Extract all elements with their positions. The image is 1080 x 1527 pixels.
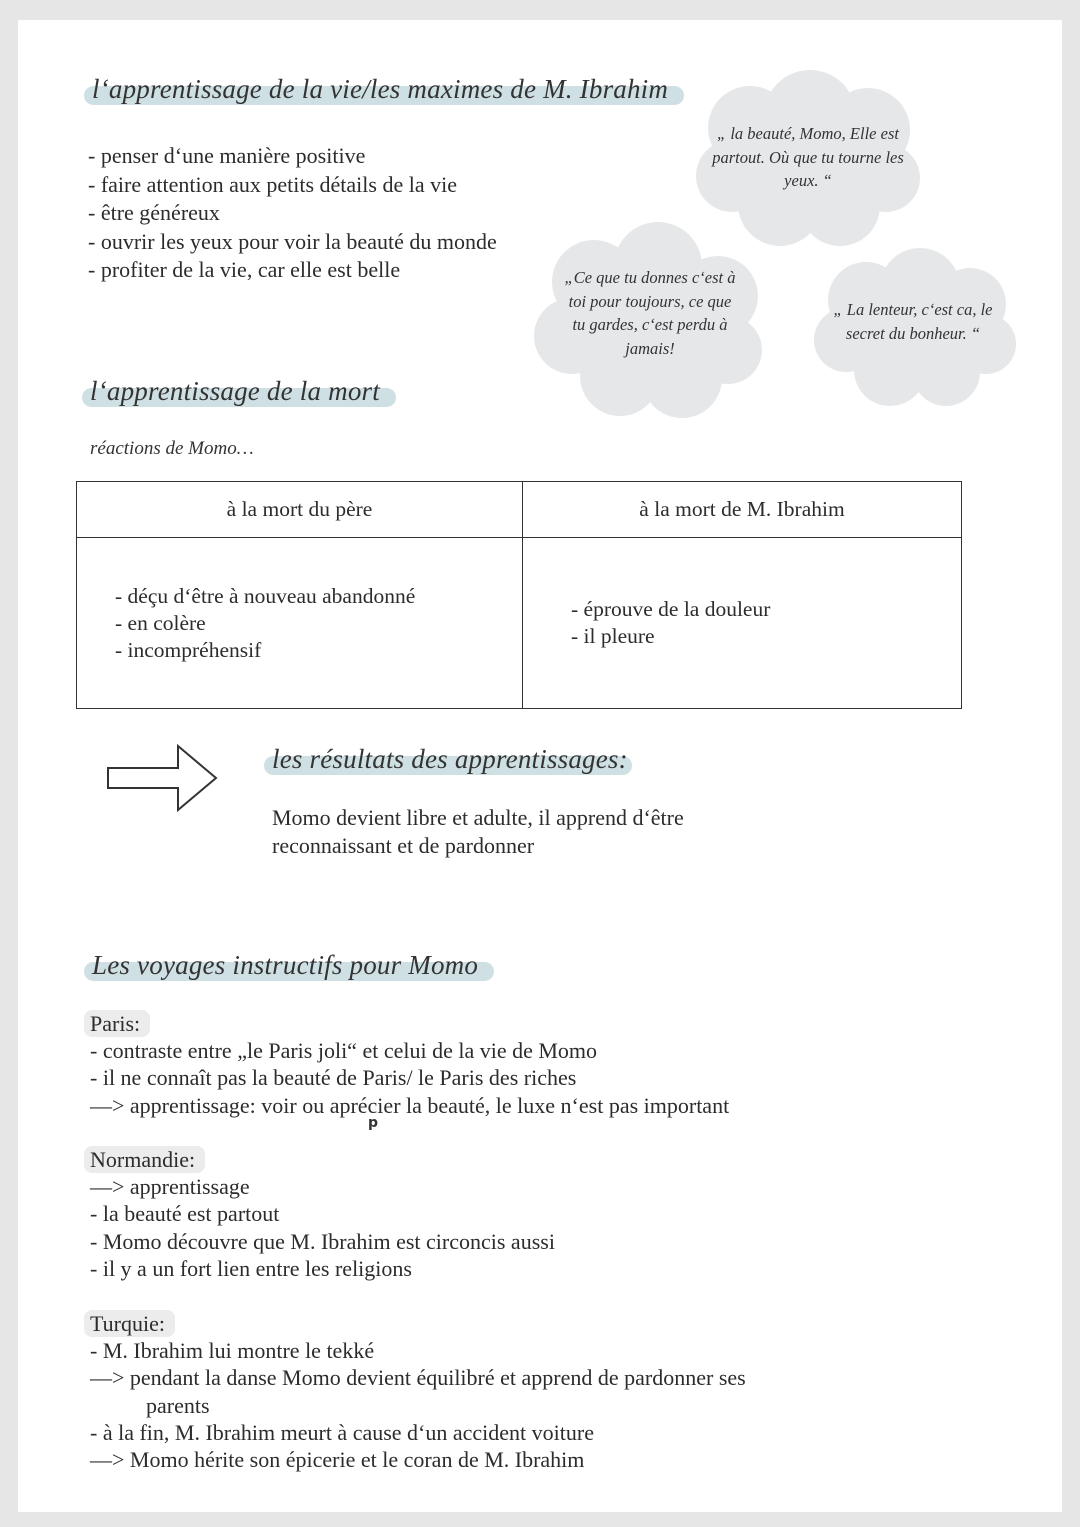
page-sheet	[18, 20, 1062, 1512]
table-header-pere: à la mort du père	[77, 482, 523, 538]
table-header-ibrahim: à la mort de M. Ibrahim	[523, 482, 962, 538]
voyage-label: Paris:	[84, 1010, 150, 1037]
list-item: - éprouve de la douleur	[571, 597, 771, 621]
maximes-list	[88, 142, 497, 285]
results-text: Momo devient libre et adulte, il apprend d‘être reconnaissant et de pardonner	[272, 805, 684, 858]
table-cell-ibrahim	[523, 538, 962, 709]
section-heading-voyages: Les voyages instructifs pour Momo	[92, 950, 478, 981]
voyage-label: Normandie:	[84, 1146, 205, 1173]
voyage-turquie	[90, 1310, 746, 1473]
list-item: - M. Ibrahim lui montre le tekké	[90, 1338, 375, 1364]
list-item: - Momo découvre que M. Ibrahim est circoncis aussi	[90, 1228, 555, 1254]
list-item: - faire attention aux petits détails de la vie	[88, 171, 457, 197]
reactions-table	[76, 481, 962, 709]
list-item: - penser d‘une manière positive	[88, 143, 366, 168]
list-item: - profiter de la vie, car elle est belle	[88, 257, 401, 282]
list-item: - déçu d‘être à nouveau abandonné	[115, 583, 416, 608]
list-item: —> pendant la danse Momo devient équilibré et apprend de pardonner ses	[90, 1365, 746, 1391]
list-item: - il ne connaît pas la beauté de Paris/ le Paris des riches	[90, 1065, 577, 1091]
reactions-subtitle: réactions de Momo…	[90, 438, 254, 459]
list-item: —> apprentissage: voir ou aprécier la beauté, le luxe n‘est pas important	[90, 1092, 730, 1118]
table-cell-pere	[77, 538, 523, 709]
quote-cloud-beaute: „ la beauté, Momo, Elle est partout. Où que tu tourne les yeux. “	[690, 68, 926, 250]
voyage-normandie	[90, 1146, 555, 1282]
list-item: - être généreux	[88, 200, 220, 225]
list-item: - il y a un fort lien entre les religions	[90, 1255, 412, 1281]
list-item: - en colère	[115, 610, 206, 635]
list-item: —> apprentissage	[90, 1174, 250, 1200]
list-item: - incompréhensif	[115, 637, 262, 662]
voyage-paris	[90, 1010, 729, 1119]
list-item: parents	[146, 1392, 210, 1418]
list-item: - ouvrir les yeux pour voir la beauté du monde	[88, 228, 497, 254]
quote-cloud-lenteur: „ La lenteur, c‘est ca, le secret du bonheur. “	[810, 244, 1016, 408]
list-item: - contraste entre „le Paris joli“ et celui de la vie de Momo	[90, 1038, 598, 1064]
section-heading-resultats: les résultats des apprentissages:	[272, 744, 628, 775]
section-heading-mort: l‘apprentissage de la mort	[90, 376, 380, 407]
list-item: - à la fin, M. Ibrahim meurt à cause d‘un accident voiture	[90, 1419, 594, 1445]
correction-mark: p	[368, 1115, 379, 1131]
quote-cloud-donner: „Ce que tu donnes c‘est à toi pour toujours, ce que tu gardes, c‘est perdu à jamais!	[532, 220, 768, 420]
list-item: - la beauté est partout	[90, 1201, 280, 1227]
section-heading-vie: l‘apprentissage de la vie/les maximes de M. Ibrahim	[92, 74, 668, 105]
list-item: —> Momo hérite son épicerie et le coran de M. Ibrahim	[90, 1447, 585, 1473]
voyage-label: Turquie:	[84, 1310, 175, 1337]
arrow-right-icon	[106, 744, 220, 817]
list-item: - il pleure	[571, 624, 655, 648]
